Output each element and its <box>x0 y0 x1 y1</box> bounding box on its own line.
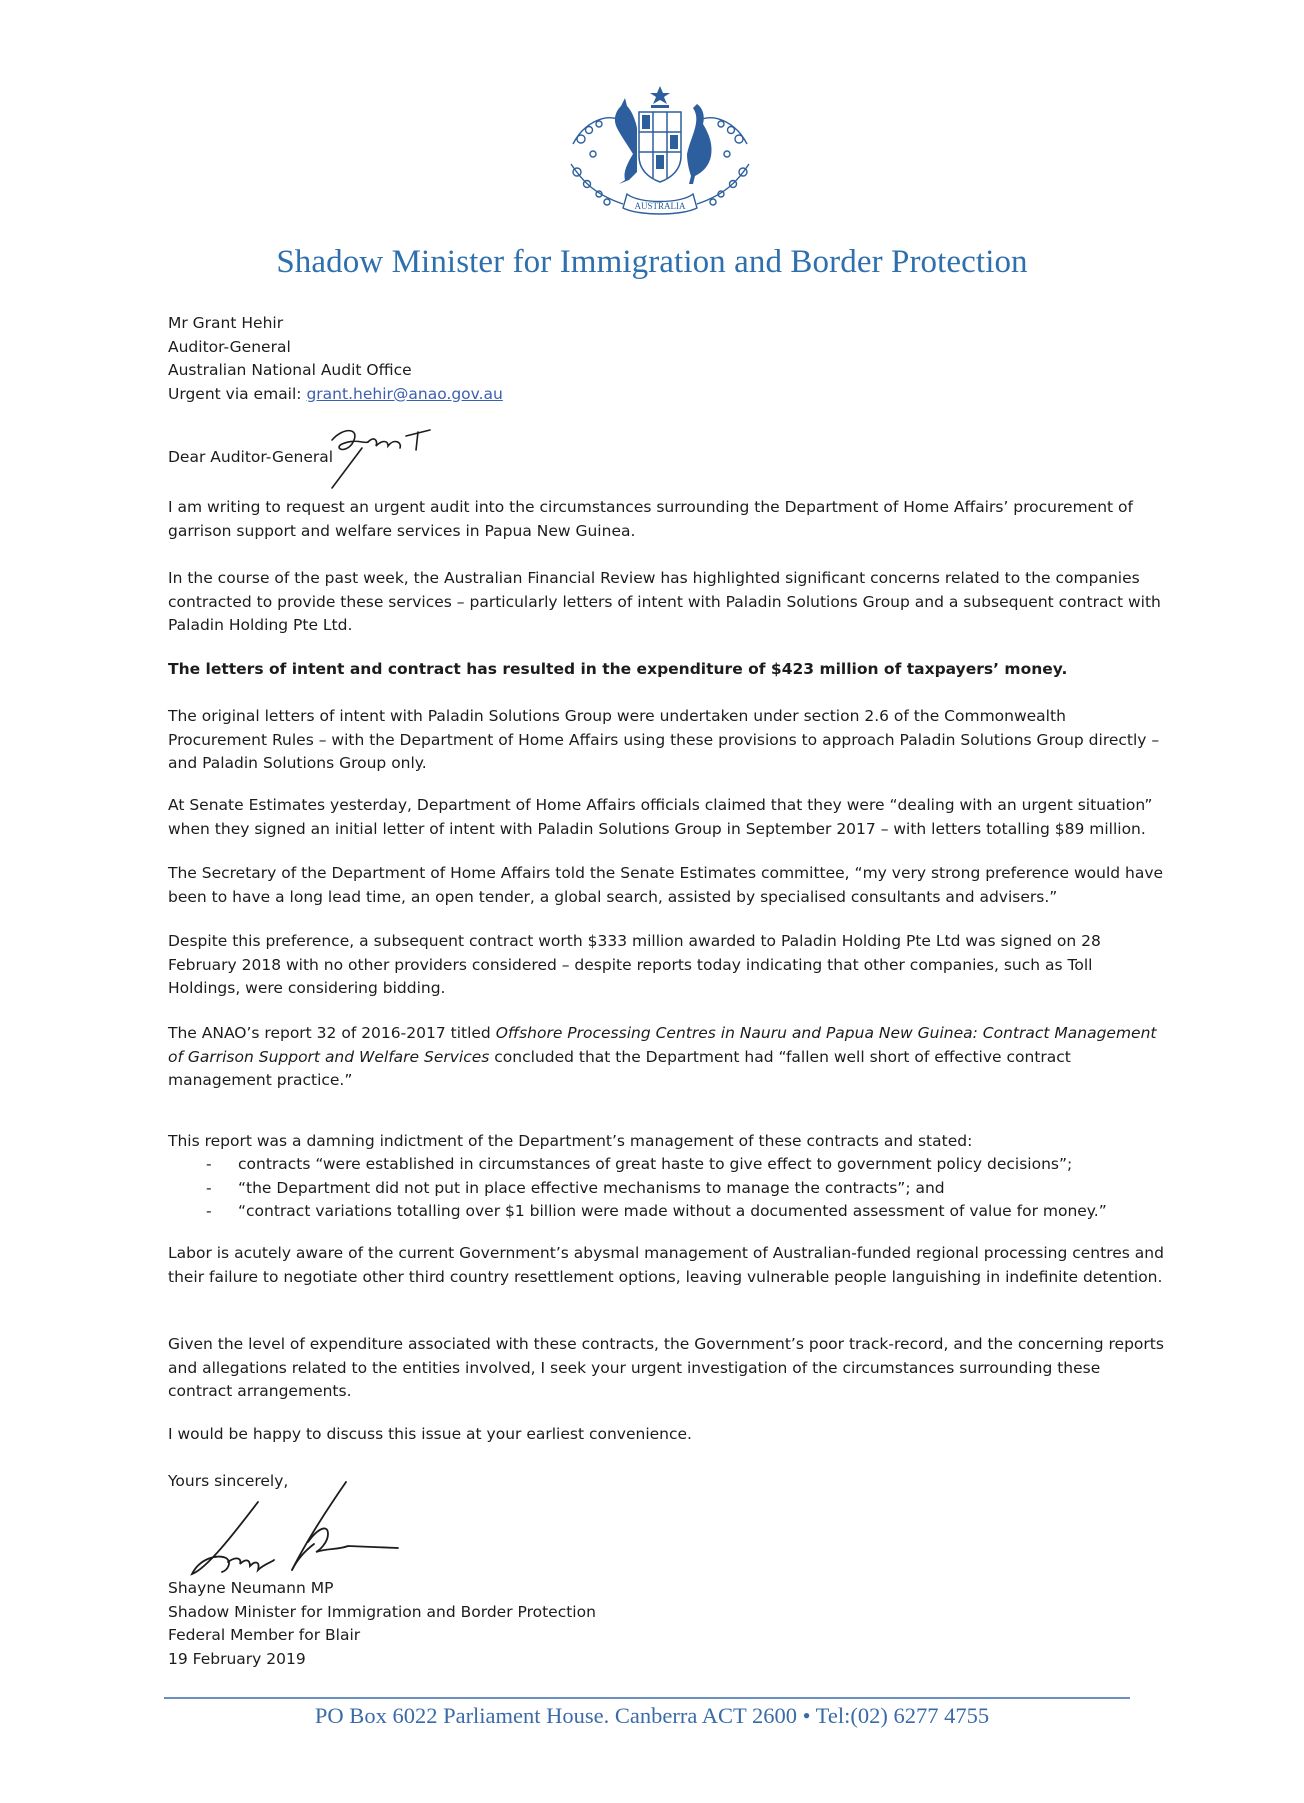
salutation: Dear Auditor-General <box>168 448 334 466</box>
letterhead-title: Shadow Minister for Immigration and Border Protection <box>276 244 1028 280</box>
list-item <box>168 1200 1168 1224</box>
bullet-dash: - <box>206 1202 212 1220</box>
paragraph-11: Given the level of expenditure associated with these contracts, the Government’s poor track-record, and the concerning reports and allegations related to the entities involved, I seek your urgent investigation of the circumstances surrounding these contract arrangements. <box>168 1335 1164 1400</box>
recipient-name: Mr Grant Hehir <box>168 314 284 332</box>
signatory-title: Shadow Minister for Immigration and Border Protection <box>168 1602 596 1621</box>
findings-list <box>168 1153 1168 1224</box>
list-item <box>168 1153 1168 1177</box>
paragraph-1: I am writing to request an urgent audit into the circumstances surrounding the Department of Home Affairs’ procurement of garrison support and welfare services in Papua New Guinea. <box>168 498 1133 540</box>
list-item-text: “the Department did not put in place effective mechanisms to manage the contracts”; and <box>238 1178 945 1197</box>
signatory-electorate: Federal Member for Blair <box>168 1626 361 1644</box>
paragraph-6: The Secretary of the Department of Home Affairs told the Senate Estimates committee, “my very strong preference would have been to have a long lead time, an open tender, a global search, assisted by specialised consultants and advisers.” <box>168 864 1164 906</box>
paragraph-3-bold: The letters of intent and contract has resulted in the expenditure of $423 million of taxpayers’ money. <box>168 660 1068 678</box>
coat-of-arms-icon <box>563 84 757 228</box>
paragraph-2: In the course of the past week, the Australian Financial Review has highlighted significant concerns related to the companies contracted to provide these services – particularly letters of intent with Paladin Solutions Group and a subsequent contract with Paladin Holding Pte Ltd. <box>168 569 1161 634</box>
handwritten-greeting-signature <box>322 418 442 494</box>
signatory-name: Shayne Neumann MP <box>168 1579 334 1597</box>
paragraph-9: This report was a damning indictment of the Department’s management of these contracts and stated: <box>168 1132 973 1150</box>
paragraph-5: At Senate Estimates yesterday, Department of Home Affairs officials claimed that they were “dealing with an urgent situation” when they signed an initial letter of intent with Paladin Solutions Group in September 2017 – with letters totalling $89 million. <box>168 796 1153 838</box>
handwritten-greeting-text: Grant <box>322 418 325 419</box>
paragraph-8-start: The ANAO’s report 32 of 2016-2017 titled <box>168 1024 496 1042</box>
paragraph-7: Despite this preference, a subsequent contract worth $333 million awarded to Paladin Holding Pte Ltd was signed on 28 February 2018 with no other providers considered – despite reports today indicating that other companies, such as Toll Holdings, were considering bidding. <box>168 932 1101 997</box>
email-label: Urgent via email: <box>168 384 302 403</box>
paragraph-10: Labor is acutely aware of the current Government’s abysmal management of Australian-funded regional processing centres and their failure to negotiate other third country resettlement options, leaving vulnerable people languishing in indefinite detention. <box>168 1244 1164 1286</box>
paragraph-8 <box>168 1022 1168 1093</box>
email-link[interactable]: grant.hehir@anao.gov.au <box>306 384 503 403</box>
report-title: Offshore Processing Centres in Nauru and Papua New Guinea: Contract Management of Garrison Support and Welfare Services <box>168 1024 1157 1066</box>
bullet-dash: - <box>206 1155 212 1173</box>
footer-divider <box>164 1697 1130 1699</box>
signature-block <box>168 1577 868 1671</box>
recipient-position: Auditor-General <box>168 337 291 356</box>
list-item-text: contracts “were established in circumstances of great haste to give effect to government policy decisions”; <box>238 1155 1073 1173</box>
list-item <box>168 1177 1168 1201</box>
letter-date: 19 February 2019 <box>168 1649 306 1668</box>
recipient-email-line <box>168 383 1168 407</box>
paragraph-4: The original letters of intent with Paladin Solutions Group were undertaken under section 2.6 of the Commonwealth Procurement Rules – with the Department of Home Affairs using these provisions to approach Paladin Solutions Group directly – and Paladin Solutions Group only. <box>168 707 1160 772</box>
bullet-dash: - <box>206 1178 212 1197</box>
footer-address: PO Box 6022 Parliament House. Canberra ACT 2600 • Tel:(02) 6277 4755 <box>314 1703 990 1728</box>
closing: Yours sincerely, <box>168 1472 289 1490</box>
recipient-office: Australian National Audit Office <box>168 361 412 379</box>
list-item-text: “contract variations totalling over $1 billion were made without a documented assessment of value for money.” <box>238 1202 1107 1220</box>
paragraph-8-end: concluded that the Department had “fallen well short of effective contract management practice.” <box>168 1047 1071 1089</box>
crest-scroll-text: AUSTRALIA <box>634 201 686 211</box>
paragraph-12: I would be happy to discuss this issue at your earliest convenience. <box>168 1425 692 1443</box>
recipient-address <box>168 312 1168 406</box>
